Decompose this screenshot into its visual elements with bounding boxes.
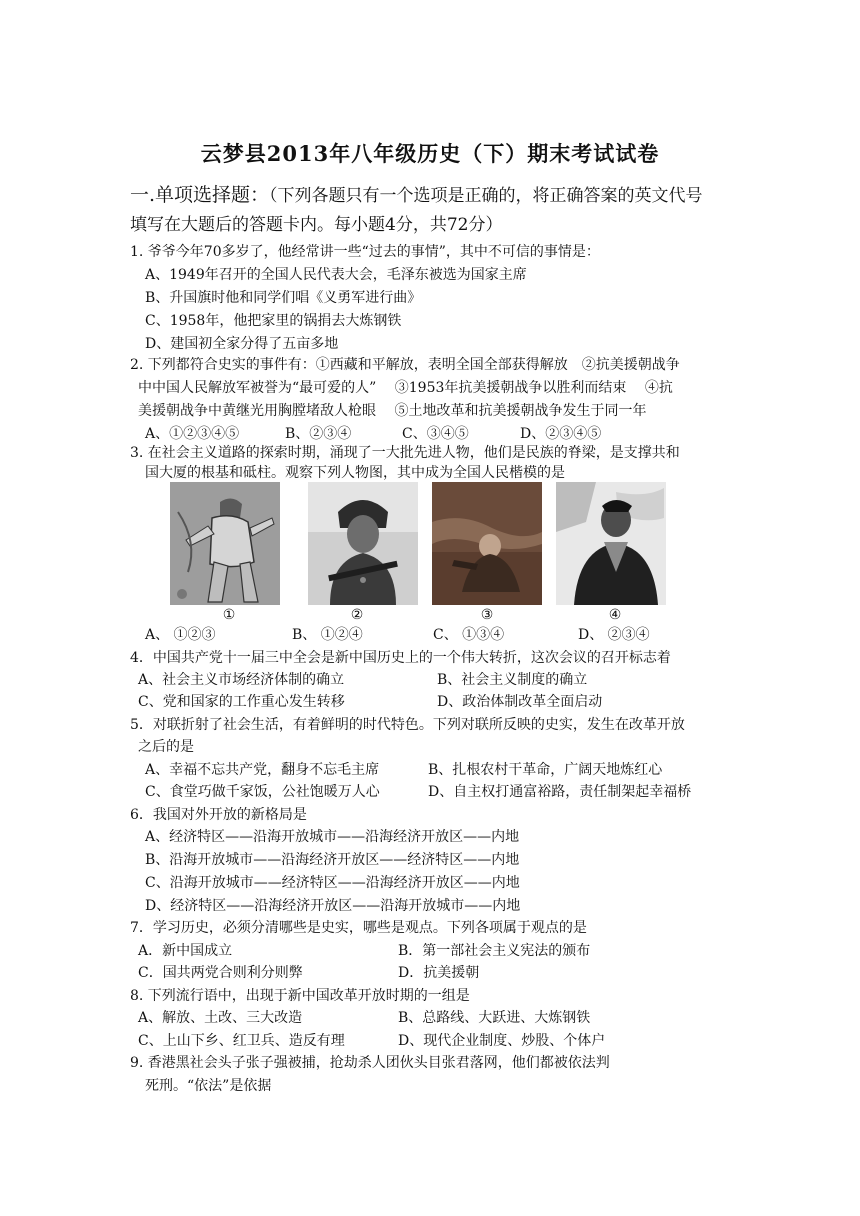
q3-option-c: C、 ①③④ (433, 627, 505, 643)
q2-line-2: 中中国人民解放军被誉为“最可爱的人” ③1953年抗美援朝战争以胜利而结束 ④抗 (138, 380, 673, 396)
sketch-soldier-image (170, 482, 280, 605)
section-heading: 一.单项选择题： (130, 184, 270, 206)
q2-option-c: C、③④⑤ (402, 426, 469, 442)
q4-option-c: C、党和国家的工作重心发生转移 (138, 694, 345, 710)
q6-option-d: D、经济特区——沿海经济开放区——沿海开放城市——内地 (145, 898, 521, 914)
q8-option-c: C、上山下乡、红卫兵、造反有理 (138, 1033, 345, 1049)
q7-stem: 7．学习历史，必须分清哪些是史实，哪些是观点。下列各项属于观点的是 (130, 920, 587, 936)
q7-option-b: B．第一部社会主义宪法的颁布 (398, 943, 591, 959)
photo-1 (170, 482, 280, 605)
q3-line-1: 3. 在社会主义道路的探索时期，涌现了一大批先进人物，他们是民族的脊梁，是支撑共和 (130, 445, 680, 461)
q2-option-d: D、②③④⑤ (520, 426, 602, 442)
q5-option-c: C、食堂巧做千家饭，公社饱暖万人心 (145, 784, 380, 800)
q8-option-b: B、总路线、大跃进、大炼钢铁 (398, 1010, 591, 1026)
section-heading-line (130, 182, 703, 209)
worker-portrait-image (556, 482, 666, 605)
q5-option-b: B、扎根农村干革命，广阔天地炼红心 (428, 762, 663, 778)
soldier-in-battle-image (432, 482, 542, 605)
soldier-portrait-image (308, 482, 418, 605)
photo-3-caption: ③ (480, 607, 494, 623)
q9-line-2: 死刑。“依法”是依据 (145, 1078, 272, 1094)
q7-option-d: D．抗美援朝 (398, 965, 480, 981)
q1-stem: 1. 爷爷今年70多岁了，他经常讲一些“过去的事情”，其中不可信的事情是： (130, 244, 600, 260)
q2-option-a: A、①②③④⑤ (145, 426, 240, 442)
q1-option-c: C、1958年，他把家里的锅捐去大炼钢铁 (145, 313, 402, 329)
photo-4-caption: ④ (608, 607, 622, 623)
q6-option-a: A、经济特区——沿海开放城市——沿海经济开放区——内地 (145, 829, 520, 845)
q3-option-a: A、 ①②③ (145, 627, 216, 643)
q4-stem: 4．中国共产党十一届三中全会是新中国历史上的一个伟大转折，这次会议的召开标志着 (130, 650, 671, 666)
q1-option-a: A、1949年召开的全国人民代表大会，毛泽东被选为国家主席 (145, 267, 527, 283)
photo-2-caption: ② (350, 607, 364, 623)
section-instruction-2: 填写在大题后的答题卡内。每小题4分，共72分） (130, 215, 503, 235)
q3-option-b: B、 ①②④ (292, 627, 363, 643)
q4-option-b: B、社会主义制度的确立 (437, 672, 588, 688)
q5-line-2: 之后的是 (138, 739, 194, 755)
q5-line-1: 5．对联折射了社会生活，有着鲜明的时代特色。下列对联所反映的史实，发生在改革开放 (130, 717, 685, 733)
q8-option-d: D、现代企业制度、炒股、个体户 (398, 1033, 606, 1049)
photo-3 (432, 482, 542, 605)
q6-option-b: B、沿海开放城市——沿海经济开放区——经济特区——内地 (145, 852, 520, 868)
q7-option-a: A．新中国成立 (138, 943, 233, 959)
q3-option-d: D、 ②③④ (578, 627, 650, 643)
q1-option-d: D、建国初全家分得了五亩多地 (145, 336, 339, 352)
section-instruction-1: （下列各题只有一个选项是正确的，将正确答案的英文代号 (269, 186, 703, 206)
q8-stem: 8. 下列流行语中，出现于新中国改革开放时期的一组是 (130, 988, 470, 1004)
q6-option-c: C、沿海开放城市——经济特区——沿海经济开放区——内地 (145, 875, 520, 891)
q9-line-1: 9. 香港黑社会头子张子强被捕，抢劫杀人团伙头目张君落网，他们都被依法判 (130, 1055, 610, 1071)
q7-option-c: C．国共两党合则利分则弊 (138, 965, 303, 981)
q4-option-d: D、政治体制改革全面启动 (437, 694, 603, 710)
photo-4 (556, 482, 666, 605)
q3-line-2: 国大厦的根基和砥柱。观察下列人物图，其中成为全国人民楷模的是 (145, 465, 565, 481)
q2-line-3: 美援朝战争中黄继光用胸膛堵敌人枪眼 ⑤土地改革和抗美援朝战争发生于同一年 (138, 403, 647, 419)
q6-stem: 6．我国对外开放的新格局是 (130, 807, 307, 823)
exam-title: 云梦县2013年八年级历史（下）期末考试试卷 (200, 141, 660, 166)
q2-line-1: 2. 下列都符合史实的事件有：①西藏和平解放，表明全国全部获得解放 ②抗美援朝战争 (130, 357, 680, 373)
q2-option-b: B、②③④ (285, 426, 352, 442)
q4-option-a: A、社会主义市场经济体制的确立 (138, 672, 345, 688)
q5-option-d: D、自主权打通富裕路，责任制架起幸福桥 (428, 784, 692, 800)
photo-1-caption: ① (222, 607, 236, 623)
q8-option-a: A、解放、土改、三大改造 (138, 1010, 303, 1026)
q1-option-b: B、升国旗时他和同学们唱《义勇军进行曲》 (145, 290, 422, 306)
photo-2 (308, 482, 418, 605)
q5-option-a: A、幸福不忘共产党，翻身不忘毛主席 (145, 762, 380, 778)
